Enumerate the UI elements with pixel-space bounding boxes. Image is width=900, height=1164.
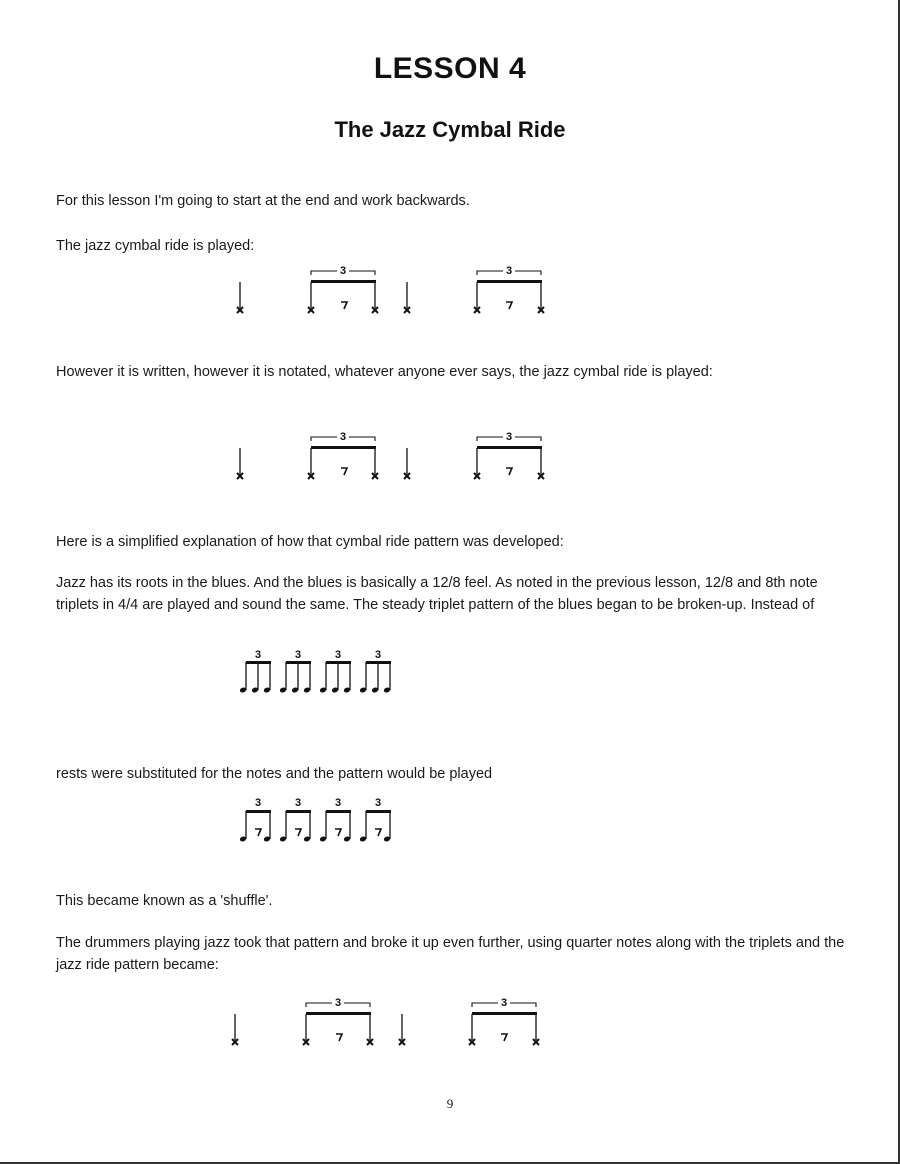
paragraph-rests: rests were substituted for the notes and the pattern would be played bbox=[56, 766, 493, 782]
lesson-subtitle: The Jazz Cymbal Ride bbox=[334, 117, 566, 142]
note-beam bbox=[246, 810, 271, 813]
triplet-number: 3 bbox=[374, 649, 382, 661]
note-beam bbox=[311, 446, 376, 449]
triplet-number: 3 bbox=[254, 797, 262, 809]
triplet-number: 3 bbox=[294, 797, 302, 809]
triplet-number: 3 bbox=[374, 797, 382, 809]
paragraph-drummers: The drummers playing jazz took that pattern and broke it up even further, using quarter notes along with the triplets and the jazz ride pattern became: bbox=[56, 935, 845, 973]
triplet-number: 3 bbox=[505, 265, 513, 277]
note-beam bbox=[326, 810, 351, 813]
note-beam bbox=[477, 446, 542, 449]
note-beam bbox=[472, 1012, 537, 1015]
lesson-title: LESSON 4 bbox=[373, 52, 527, 85]
note-beam bbox=[326, 661, 351, 664]
triplet-number: 3 bbox=[294, 649, 302, 661]
triplet-number: 3 bbox=[334, 997, 342, 1009]
paragraph-explanation: Here is a simplified explanation of how that cymbal ride pattern was developed: bbox=[56, 534, 564, 550]
paragraph-blues-roots: Jazz has its roots in the blues. And the blues is basically a 12/8 feel. As noted in the previous lesson, 12/8 and 8th note triplets in 4/4 are played and sound the same. The steady triplet pattern of the blues began to be broken-up. Instead of bbox=[56, 575, 818, 613]
shuffle-notation bbox=[238, 795, 418, 849]
note-beam bbox=[306, 1012, 371, 1015]
note-beam bbox=[286, 661, 311, 664]
note-beam bbox=[286, 810, 311, 813]
triplet-number: 3 bbox=[339, 431, 347, 443]
eighth-rest bbox=[341, 302, 347, 309]
eighth-rest bbox=[335, 829, 341, 836]
eighth-rest bbox=[506, 302, 512, 309]
triplet-number: 3 bbox=[254, 649, 262, 661]
page-number: 9 bbox=[446, 1096, 454, 1111]
jazz-ride-notation-3 bbox=[220, 994, 560, 1052]
jazz-ride-notation-2 bbox=[225, 428, 565, 484]
paragraph-however: However it is written, however it is notated, whatever anyone ever says, the jazz cymbal ride is played: bbox=[56, 364, 713, 380]
eighth-rest bbox=[501, 1034, 507, 1041]
triplet-number: 3 bbox=[334, 797, 342, 809]
note-beam bbox=[366, 661, 391, 664]
eighth-rest bbox=[375, 829, 381, 836]
triplet-number: 3 bbox=[505, 431, 513, 443]
blues-triplet-notation bbox=[238, 648, 418, 700]
triplet-number: 3 bbox=[500, 997, 508, 1009]
eighth-rest bbox=[336, 1034, 342, 1041]
eighth-rest bbox=[295, 829, 301, 836]
note-beam bbox=[366, 810, 391, 813]
note-beam bbox=[311, 280, 376, 283]
paragraph-shuffle: This became known as a 'shuffle'. bbox=[56, 893, 273, 909]
eighth-rest bbox=[255, 829, 261, 836]
triplet-number: 3 bbox=[334, 649, 342, 661]
triplet-number: 3 bbox=[339, 265, 347, 277]
note-beam bbox=[477, 280, 542, 283]
eighth-rest bbox=[341, 468, 347, 475]
paragraph-ride-played: The jazz cymbal ride is played: bbox=[56, 238, 255, 254]
paragraph-intro: For this lesson I'm going to start at the end and work backwards. bbox=[56, 193, 470, 209]
note-beam bbox=[246, 661, 271, 664]
jazz-ride-notation-1 bbox=[225, 262, 565, 318]
eighth-rest bbox=[506, 468, 512, 475]
